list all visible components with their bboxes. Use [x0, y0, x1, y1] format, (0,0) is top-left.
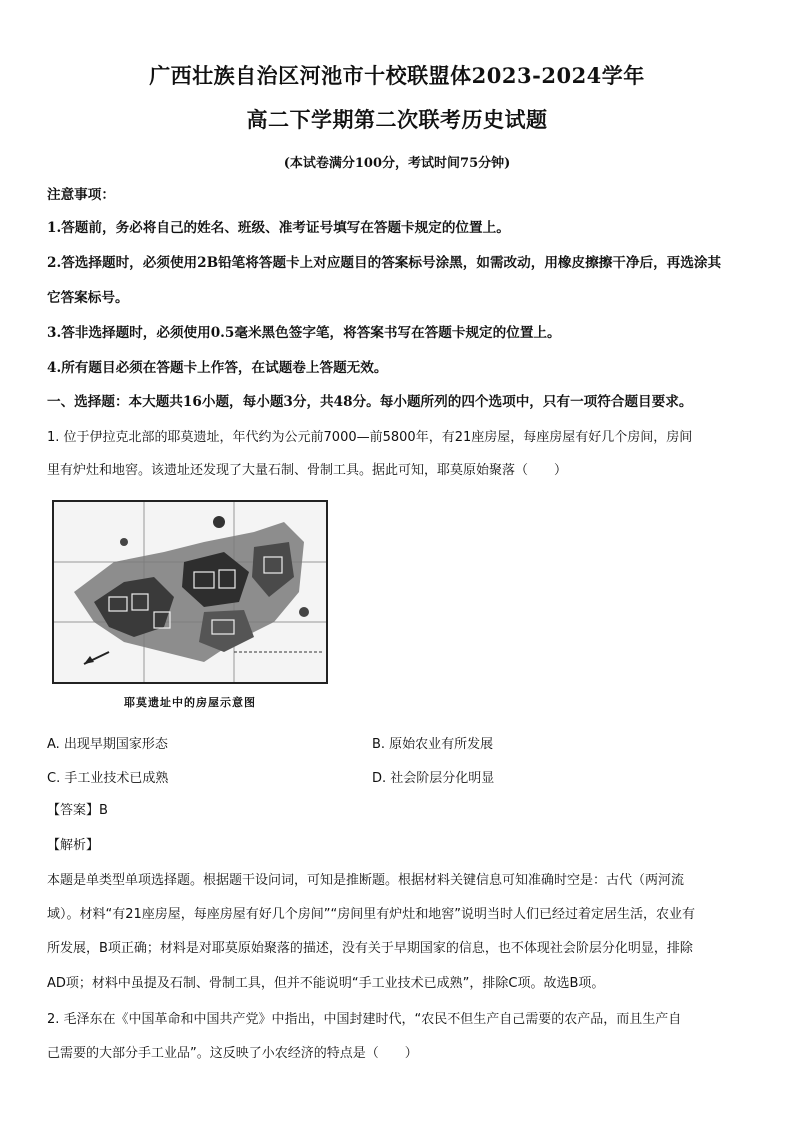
analysis-text: 本题是单类型单项选择题。根据题干设问词，可知是推断题。根据材料关键信息可知准确时空是：古代（两河流 [47, 873, 685, 888]
analysis-heading: 【解析】 [47, 838, 100, 853]
section-heading: 一、选择题：本大题共16小题，每小题3分，共48分。每小题所列的四个选项中，只有一项符合题目要求。 [47, 394, 693, 410]
notice-item: 4.所有题目必须在答题卡上作答，在试题卷上答题无效。 [47, 360, 388, 376]
question-2-stem: 2. 毛泽东在《中国革命和中国共产党》中指出，中国封建时代，“农民不但生产自己需要的农产品，而且生产自 [47, 1012, 682, 1027]
exam-title-line2: 高二下学期第二次联考历史试题 [246, 107, 548, 132]
site-map-figure [52, 500, 328, 684]
question-2-stem: 己需要的大部分手工业品”。这反映了小农经济的特点是（ ） [47, 1046, 418, 1061]
notice-item: 1.答题前，务必将自己的姓名、班级、准考证号填写在答题卡规定的位置上。 [47, 220, 510, 236]
exam-title-line1: 广西壮族自治区河池市十校联盟体2023-2024学年 [149, 63, 645, 88]
notice-item: 3.答非选择题时，必须使用0.5毫米黑色签字笔，将答案书写在答题卡规定的位置上。 [47, 325, 561, 341]
notice-item: 2.答选择题时，必须使用2B铅笔将答题卡上对应题目的答案标号涂黑，如需改动，用橡皮擦擦干净后，再选涂其 [47, 255, 722, 271]
answer-label: 【答案】B [47, 803, 108, 818]
question-1-stem: 里有炉灶和地窖。该遗址还发现了大量石制、骨制工具。据此可知，耶莫原始聚落（ ） [47, 463, 568, 478]
analysis-text: 所发展，B项正确；材料是对耶莫原始聚落的描述，没有关于早期国家的信息，也不体现社会阶层分化明显，排除 [47, 941, 693, 956]
site-map-illustration [54, 502, 326, 682]
question-1-stem: 1. 位于伊拉克北部的耶莫遗址，年代约为公元前7000—前5800年，有21座房屋，每座房屋有好几个房间，房间 [47, 430, 693, 445]
option-b: B. 原始农业有所发展 [372, 737, 494, 752]
analysis-text: 域）。材料“有21座房屋，每座房屋有好几个房间”“房间里有炉灶和地窖”说明当时人们已经过着定居生活，农业有 [47, 907, 695, 922]
notice-heading: 注意事项： [47, 187, 115, 203]
figure-caption: 耶莫遗址中的房屋示意图 [124, 696, 256, 709]
analysis-text: AD项；材料中虽提及石制、骨制工具，但并不能说明“手工业技术已成熟”，排除C项。故选B项。 [47, 976, 605, 991]
option-c: C. 手工业技术已成熟 [47, 771, 169, 786]
exam-subtitle: (本试卷满分100分，考试时间75分钟) [283, 156, 511, 171]
option-a: A. 出现早期国家形态 [47, 737, 168, 752]
option-d: D. 社会阶层分化明显 [372, 771, 495, 786]
notice-item: 它答案标号。 [47, 290, 129, 306]
